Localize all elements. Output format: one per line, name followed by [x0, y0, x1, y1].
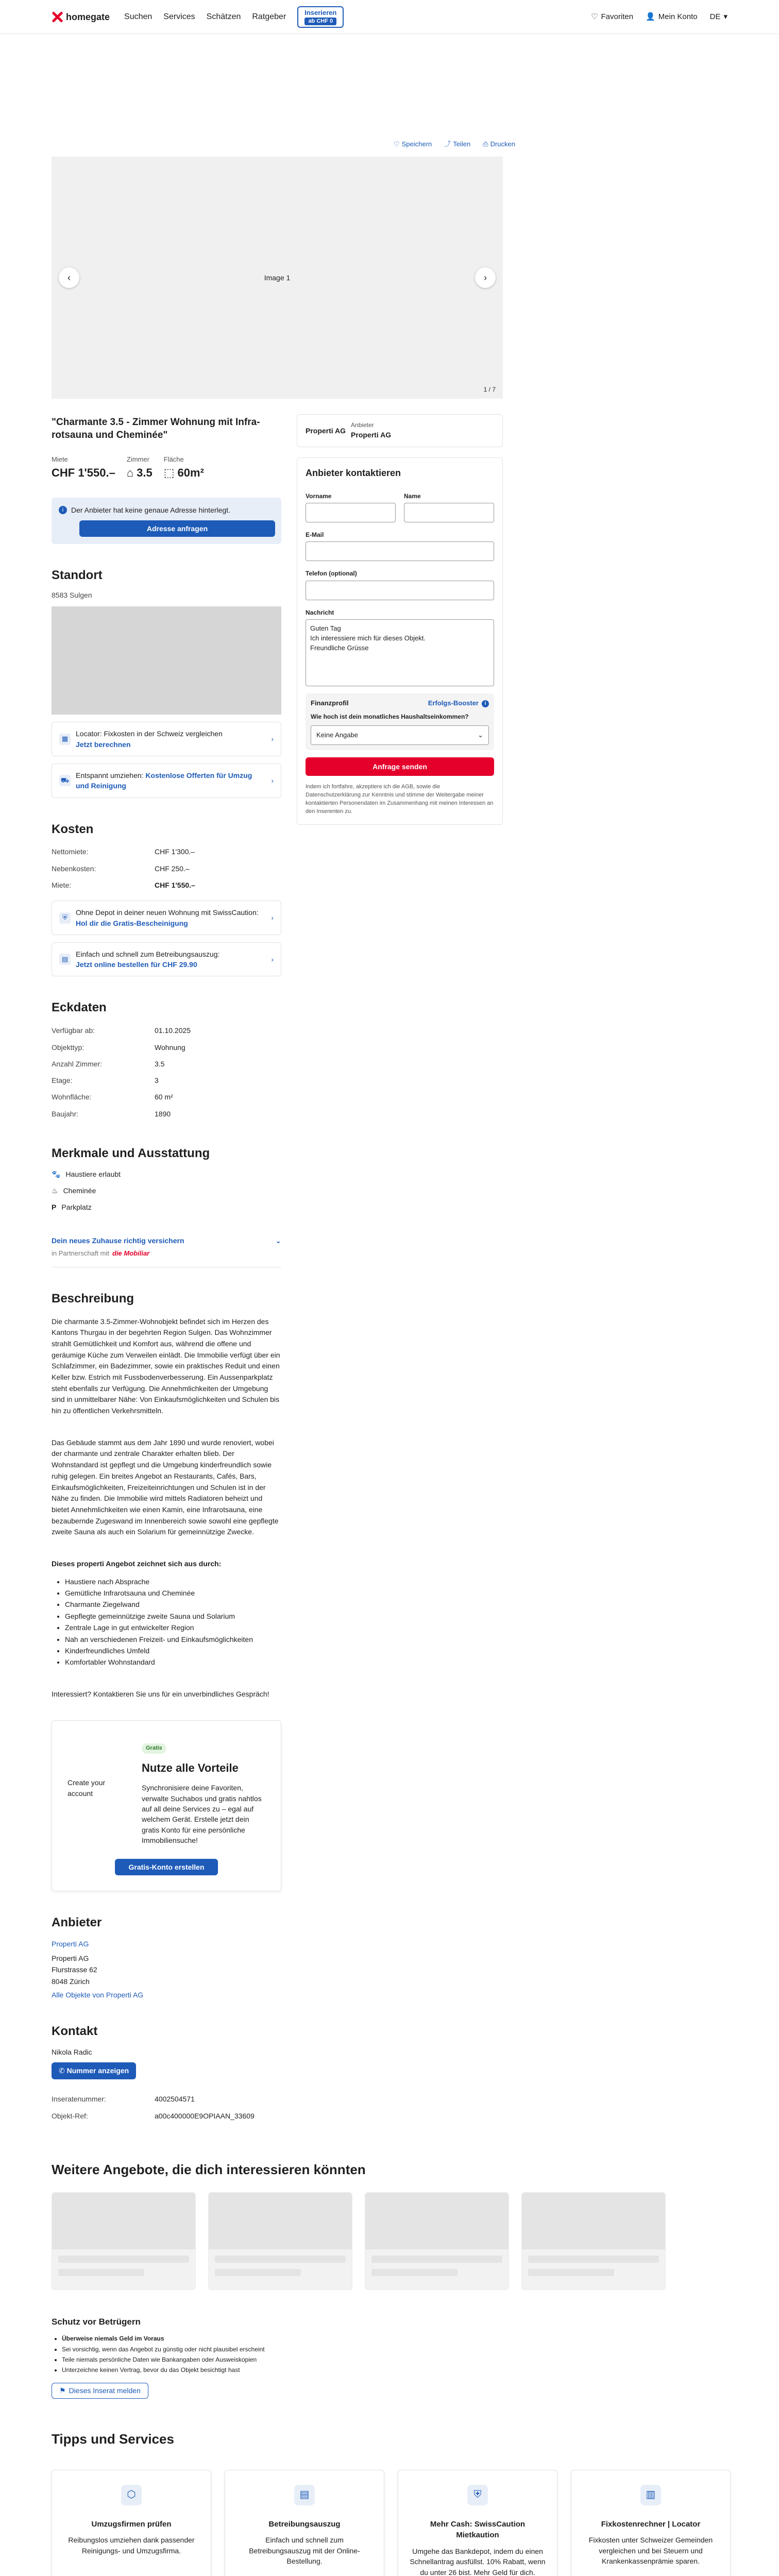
user-icon: 👤	[646, 12, 655, 22]
key-data-value: 60 m²	[155, 1093, 173, 1101]
language-label: DE	[709, 12, 721, 22]
key-data-label: Verfügbar ab:	[52, 1026, 95, 1035]
provider-logo: Properti AG	[306, 426, 346, 435]
promo-locator-link: Jetzt berechnen	[76, 740, 131, 749]
shield-icon: ⛨	[59, 912, 71, 924]
highlight-item: • Komfortabler Wohnstandard	[65, 1656, 281, 1668]
kosten-heading: Kosten	[52, 822, 94, 836]
listing-card-placeholder[interactable]	[521, 2192, 666, 2290]
promo-moving-text: Entspannt umziehen:	[76, 771, 144, 779]
tip-text: Reibungslos umziehen dank passender Reinigungs- und Umzugsfirma.	[68, 2536, 195, 2555]
map-icon: ▥	[640, 2485, 661, 2505]
contact-form	[297, 457, 503, 825]
tip-text: Einfach und schnell zum Betreibungsauszug mit der Online-Bestellung.	[249, 2536, 360, 2565]
email-label: E-Mail	[306, 531, 324, 539]
tip-card	[225, 2470, 384, 2576]
promo-swisscaution[interactable]	[52, 901, 281, 935]
promo-betreibung-text: Einfach und schnell zum Betreibungsauszug:	[76, 950, 220, 958]
info-icon: i	[59, 506, 67, 514]
income-select[interactable]	[311, 725, 489, 745]
heart-icon: ♡	[591, 12, 598, 22]
key-data-row	[52, 1106, 281, 1122]
feature-label: Parkplatz	[61, 1203, 92, 1212]
promo-moving-link: Kostenlose Offerten für Umzug und Reinigung	[76, 771, 252, 790]
provider-card[interactable]	[297, 414, 503, 447]
description-paragraph: Das Gebäude stammt aus dem Jahr 1890 und wurde renoviert, wobei der charmante und zentrale Charakter erhalten blieb. Der Wohnstandard ist gepflegt und die Umgebung kinderfreundlich sowie ruhig gelegen. Ein breites Angebot an Restaurants, Cafés, Bars, Einkaufsmöglichkeiten, Freizeiteinrichtungen und Schulen ist in der Nähe zu finden. Die Immobilie wird mittels Radiatoren beheizt und bietet Annehmlichkeiten wie einen Kamin, eine Infrarotsauna, eine bezaubernde Zugeswand im Innenbereich sowie sowohl eine gepflegte zweite Sauna als auch ein Solarium für gemeinnützige Zwecke.	[52, 1438, 279, 1536]
highlight-item: • Zentrale Lage in gut entwickelter Region	[65, 1622, 281, 1633]
flag-icon: ⚑	[59, 2386, 66, 2395]
key-data-label: Objekttyp:	[52, 1043, 84, 1052]
advantages-text: Synchronisiere deine Favoriten, verwalte Suchabos und gratis nahtlos auf all deine Services zu – egal auf welchem Gerät. Erstelle jetzt dein gratis Konto für eine persönliche Immobiliensuche!	[142, 1784, 262, 1844]
save-button[interactable]	[394, 140, 432, 149]
chevron-right-icon: ›	[271, 776, 274, 785]
fireplace-icon: ♨	[52, 1187, 58, 1195]
anbieter-heading: Anbieter	[52, 1916, 102, 1930]
right-column	[297, 414, 503, 2124]
contact-form-title: Anbieter kontaktieren	[306, 467, 401, 478]
calculator-icon: ▦	[59, 734, 71, 745]
chevron-down-icon: ⌄	[275, 1236, 281, 1245]
description-closing: Interessiert? Kontaktieren Sie uns für ein unverbindliches Gespräch!	[52, 1689, 269, 1698]
promo-betreibung-link: Jetzt online bestellen für CHF 29.90	[76, 960, 197, 969]
feature-label: Cheminée	[63, 1187, 96, 1195]
tip-card	[398, 2470, 557, 2576]
keyfact-zimmer	[127, 455, 153, 481]
document-icon: ▤	[59, 954, 71, 965]
tip-card	[52, 2470, 211, 2576]
promo-locator-text: Locator: Fixkosten in der Schweiz vergleichen	[76, 730, 223, 738]
share-label: Teilen	[453, 140, 471, 148]
description-paragraph: Die charmante 3.5-Zimmer-Wohnobjekt befindet sich im Herzen des Kantons Thurgau in der begehrten Region Sulgen. Das Wohnzimmer strahlt Gemütlichkeit und Komfort aus, während die offene und geräumige Küche zum Verweilen einlädt. Die Immobilie verfügt über ein Schlafzimmer, ein Badezimmer, sowie ein praktisches Reduit und einen Keller bzw. Estrich mit Fussbodenverbesserung. Ein Aussenparkplatz steht ebenfalls zur Verfügung. Die Annehmlichkeiten der Umgebung sind in unmittelbarer Nähe: Von Einkaufsmöglichkeiten und Schulen bis hin zu öffentlichen Verkehrsmitteln.	[52, 1317, 280, 1415]
image-gallery[interactable]	[52, 157, 503, 399]
fraud-item: • Überweise niemals Geld im Voraus	[62, 2333, 779, 2344]
all-provider-objects-link[interactable]: Alle Objekte von Properti AG	[52, 1990, 144, 1999]
provider-link[interactable]: Properti AG	[52, 1939, 89, 1948]
location-text: 8583 Sulgen	[52, 591, 92, 600]
nav-schaetzen[interactable]: Schätzen	[206, 12, 241, 22]
share-button[interactable]	[444, 140, 470, 149]
insurance-teaser[interactable]	[52, 1227, 281, 1267]
key-facts	[52, 455, 281, 481]
shield-icon: ⛨	[467, 2485, 488, 2505]
info-icon[interactable]: i	[482, 700, 489, 707]
key-data-label: Baujahr:	[52, 1109, 79, 1118]
location-map[interactable]	[52, 606, 281, 715]
kontakt-heading: Kontakt	[52, 2024, 98, 2039]
income-select-value: Keine Angabe	[316, 731, 358, 739]
favorites-label: Favoriten	[601, 12, 634, 22]
key-data-row	[52, 1056, 281, 1072]
show-number-label: Nummer anzeigen	[66, 2066, 129, 2075]
zimmer-label: Zimmer	[126, 455, 149, 464]
key-data-row	[52, 1022, 281, 1039]
key-data-row	[52, 1072, 281, 1089]
insert-button[interactable]	[297, 6, 344, 28]
email-field[interactable]	[306, 541, 494, 561]
highlight-item: • Haustiere nach Absprache	[65, 1576, 281, 1587]
highlights-title: Dieses properti Angebot zeichnet sich aus durch:	[52, 1559, 222, 1568]
highlights-list	[65, 1576, 281, 1668]
homegate-logo[interactable]	[52, 10, 110, 24]
flaeche-value: 60m²	[177, 466, 204, 480]
chevron-right-icon: ›	[271, 735, 274, 743]
finance-profile	[306, 693, 494, 750]
highlight-item: • Gepflegte gemeinnützige zweite Sauna und Solarium	[65, 1611, 281, 1622]
cost-label: Nebenkosten:	[52, 864, 96, 873]
cost-label: Miete:	[52, 880, 72, 889]
fraud-item: • Sei vorsichtig, wenn das Angebot zu günstig oder nicht plausibel erscheint	[62, 2344, 779, 2354]
main-nav	[124, 11, 286, 23]
insert-price: ab CHF 0	[304, 18, 336, 25]
promo-swisscaution-text: Ohne Depot in deiner neuen Wohnung mit SwissCaution:	[76, 908, 259, 917]
mobiliar-logo: die Mobiliar	[112, 1249, 150, 1257]
promo-locator[interactable]	[52, 722, 281, 756]
insurance-title: Dein neues Zuhause richtig versichern	[52, 1236, 184, 1245]
provider-city: 8048 Zürich	[52, 1977, 90, 1986]
advantages-title: Nutze alle Vorteile	[142, 1761, 239, 1775]
truck-icon: ⛟	[59, 775, 71, 786]
provider-name: Properti AG	[52, 1954, 89, 1963]
share-icon: ⤴	[444, 140, 451, 148]
gallery-image-label: Image 1	[264, 273, 291, 282]
paw-icon: 🐾	[52, 1170, 61, 1178]
tip-title: Umzugsfirmen prüfen	[91, 2519, 172, 2529]
address-notice	[52, 498, 281, 544]
send-request-button[interactable]: Anfrage senden	[306, 757, 494, 776]
cost-label: Nettomiete:	[52, 848, 89, 856]
reference-value: a00c400000E9OPIAAN_33609	[155, 2111, 255, 2120]
report-listing-button[interactable]	[52, 2383, 148, 2399]
cost-value: CHF 1'300.–	[155, 848, 195, 856]
print-icon: ⎙	[483, 140, 488, 148]
message-label: Nachricht	[306, 608, 334, 616]
highlight-item: • Nah an verschiedenen Freizeit- und Einkaufsmöglichkeiten	[65, 1634, 281, 1645]
chevron-right-icon: ›	[271, 955, 274, 963]
feature-label: Haustiere erlaubt	[65, 1170, 121, 1178]
listing-actions	[52, 140, 515, 149]
area-icon: ⬚	[163, 466, 175, 480]
highlight-item: • Kinderfreundliches Umfeld	[65, 1645, 281, 1656]
save-label: Speichern	[401, 140, 432, 148]
header-right	[591, 11, 727, 23]
tips-services	[52, 2430, 779, 2576]
heart-icon: ♡	[393, 140, 400, 148]
message-field[interactable]: Guten Tag Ich interessiere mich für dieses Objekt. Freundliche Grüsse	[306, 619, 494, 686]
provider-street: Flurstrasse 62	[52, 1965, 97, 1974]
key-data-value: 1890	[155, 1109, 171, 1118]
tips-heading: Tipps und Services	[52, 2431, 174, 2447]
cost-row	[52, 877, 281, 893]
site-header	[0, 0, 779, 34]
feature-item	[52, 1202, 281, 1212]
reference-label: Inseratenummer:	[52, 2095, 106, 2104]
parking-icon: P	[52, 1203, 57, 1212]
tip-title: Betreibungsauszug	[268, 2519, 341, 2529]
cost-value: CHF 250.–	[155, 864, 190, 873]
listing-title: "Charmante 3.5 - Zimmer Wohnung mit Infra-rotsauna und Cheminée"	[52, 416, 260, 440]
fraud-heading: Schutz vor Betrügern	[52, 2316, 141, 2327]
chevron-down-icon: ▾	[723, 12, 727, 22]
beschreibung-heading: Beschreibung	[52, 1291, 134, 1306]
listing-card-placeholder[interactable]	[365, 2192, 509, 2290]
flaeche-label: Fläche	[163, 455, 184, 464]
nav-ratgeber[interactable]: Ratgeber	[252, 12, 286, 22]
firstname-label: Vorname	[306, 492, 332, 500]
similar-cards	[52, 2192, 779, 2290]
cost-row	[52, 860, 281, 877]
box-icon: ⬡	[121, 2485, 142, 2505]
finance-title: Finanzprofil	[311, 699, 349, 707]
chevron-right-icon: ›	[484, 272, 487, 283]
insert-label: Inserieren	[304, 9, 337, 16]
keyfact-miete	[52, 455, 115, 481]
promo-swisscaution-link: Hol dir die Gratis-Bescheinigung	[76, 919, 188, 927]
brand-name: homegate	[66, 11, 110, 22]
similar-heading: Weitere Angebote, die dich interessieren könnten	[52, 2161, 366, 2177]
promo-betreibung[interactable]	[52, 942, 281, 977]
gratis-badge: Gratis	[142, 1743, 166, 1754]
success-booster-link[interactable]: Erfolgs-Booster	[428, 699, 479, 707]
key-data-table	[52, 1022, 281, 1122]
left-column	[52, 399, 281, 2124]
main-content	[52, 399, 779, 2124]
phone-label: Telefon (optional)	[306, 570, 357, 578]
fraud-list	[62, 2333, 779, 2376]
listing-card-placeholder[interactable]	[52, 2192, 196, 2290]
description	[52, 1316, 281, 1700]
print-button[interactable]	[483, 140, 515, 149]
firstname-field[interactable]	[306, 503, 396, 522]
document-icon: ▤	[294, 2485, 315, 2505]
feature-item	[52, 1185, 281, 1196]
standort-heading: Standort	[52, 568, 103, 583]
promo-moving[interactable]	[52, 764, 281, 798]
tips-cards	[52, 2470, 779, 2576]
lastname-label: Name	[404, 492, 421, 500]
gallery-counter: 1 / 7	[483, 386, 496, 394]
favorites-link[interactable]	[591, 11, 633, 23]
provider-info	[52, 1938, 281, 2000]
reference-row	[52, 2091, 281, 2107]
lastname-field[interactable]	[404, 503, 494, 522]
keyfact-flaeche	[164, 455, 204, 481]
create-account-image: Create your account	[67, 1778, 106, 1798]
reference-value: 4002504571	[155, 2095, 195, 2104]
chevron-down-icon: ⌄	[478, 731, 483, 739]
request-address-button[interactable]: Adresse anfragen	[79, 520, 275, 537]
tip-text: Umgehe das Bankdepot, indem du einen Schnellantrag ausfüllst. 10% Rabatt, wenn du unter 26 bist. Mehr Geld für dich.	[410, 2547, 546, 2576]
cost-row	[52, 843, 281, 860]
fraud-item: • Unterzeichne keinen Vertrag, bevor du das Objekt besichtigt hast	[62, 2365, 779, 2375]
highlight-item: • Charmante Ziegelwand	[65, 1599, 281, 1610]
feature-item	[52, 1169, 281, 1179]
gallery-prev-button[interactable]	[59, 267, 79, 288]
notice-text: Der Anbieter hat keine genaue Adresse hinterlegt.	[71, 505, 230, 514]
miete-label: Miete	[52, 455, 68, 464]
account-advantages	[52, 1720, 281, 1891]
key-data-label: Anzahl Zimmer:	[52, 1059, 103, 1068]
key-data-value: Wohnung	[155, 1043, 185, 1052]
provider-card-name: Properti AG	[351, 431, 392, 439]
chevron-right-icon: ›	[271, 913, 274, 922]
key-data-value: 3.5	[155, 1059, 165, 1068]
tip-title: Mehr Cash: SwissCaution Mietkaution	[430, 2519, 526, 2540]
key-data-value: 3	[155, 1076, 159, 1085]
gallery-next-button[interactable]	[475, 267, 496, 288]
legal-text: Indem ich fortfahre, akzeptiere ich die AGB, sowie die Datenschutzerklärung zur Kenntnis und stimme der Weitergabe meiner kontaktierten Personendaten im Zusammenhang mit meinen Interessen an den Inserenten zu.	[306, 784, 494, 815]
phone-icon: ✆	[59, 2066, 67, 2075]
miete-value: CHF 1'550.–	[52, 466, 115, 480]
print-label: Drucken	[490, 140, 515, 148]
fraud-protection	[52, 2316, 779, 2399]
account-link[interactable]	[646, 11, 698, 23]
key-data-value: 01.10.2025	[155, 1026, 191, 1035]
key-data-row	[52, 1039, 281, 1056]
account-label: Mein Konto	[658, 12, 698, 22]
fraud-item: • Teile niemals persönliche Daten wie Bankangaben oder Ausweiskopien	[62, 2354, 779, 2365]
show-number-button[interactable]	[52, 2062, 136, 2079]
key-data-label: Etage:	[52, 1076, 73, 1085]
reference-table	[52, 2091, 281, 2124]
report-listing-label: Dieses Inserat melden	[69, 2386, 141, 2395]
tip-card	[571, 2470, 731, 2576]
merkmale-heading: Merkmale und Ausstattung	[52, 1146, 210, 1160]
phone-field[interactable]	[306, 581, 494, 600]
contact-person: Nikola Radic	[52, 2048, 92, 2057]
house-icon: ⌂	[126, 466, 134, 480]
language-switch[interactable]	[710, 11, 727, 23]
highlight-item: • Gemütliche Infrarotsauna und Cheminée	[65, 1587, 281, 1599]
nav-services[interactable]: Services	[163, 12, 195, 22]
chevron-left-icon: ‹	[67, 272, 71, 283]
zimmer-value: 3.5	[137, 466, 153, 480]
logo-mark-icon	[52, 11, 63, 23]
key-data-row	[52, 1089, 281, 1105]
similar-listings	[52, 2160, 779, 2290]
income-question: Wie hoch ist dein monatliches Haushaltseinkommen?	[311, 713, 469, 721]
eckdaten-heading: Eckdaten	[52, 1001, 107, 1015]
create-account-button[interactable]: Gratis-Konto erstellen	[115, 1859, 218, 1875]
tip-text: Fixkosten unter Schweizer Gemeinden vergleichen und bei Steuern und Krankenkassenprämie sparen.	[588, 2536, 713, 2565]
nav-suchen[interactable]: Suchen	[124, 12, 153, 22]
provider-card-label: Anbieter	[351, 421, 374, 429]
reference-row	[52, 2108, 281, 2124]
insurance-partner-prefix: in Partnerschaft mit	[52, 1249, 109, 1257]
listing-card-placeholder[interactable]	[208, 2192, 352, 2290]
reference-label: Objekt-Ref:	[52, 2111, 88, 2120]
cost-value: CHF 1'550.–	[155, 880, 195, 889]
key-data-label: Wohnfläche:	[52, 1093, 92, 1101]
tip-title: Fixkostenrechner | Locator	[601, 2519, 701, 2529]
cost-table	[52, 843, 281, 893]
